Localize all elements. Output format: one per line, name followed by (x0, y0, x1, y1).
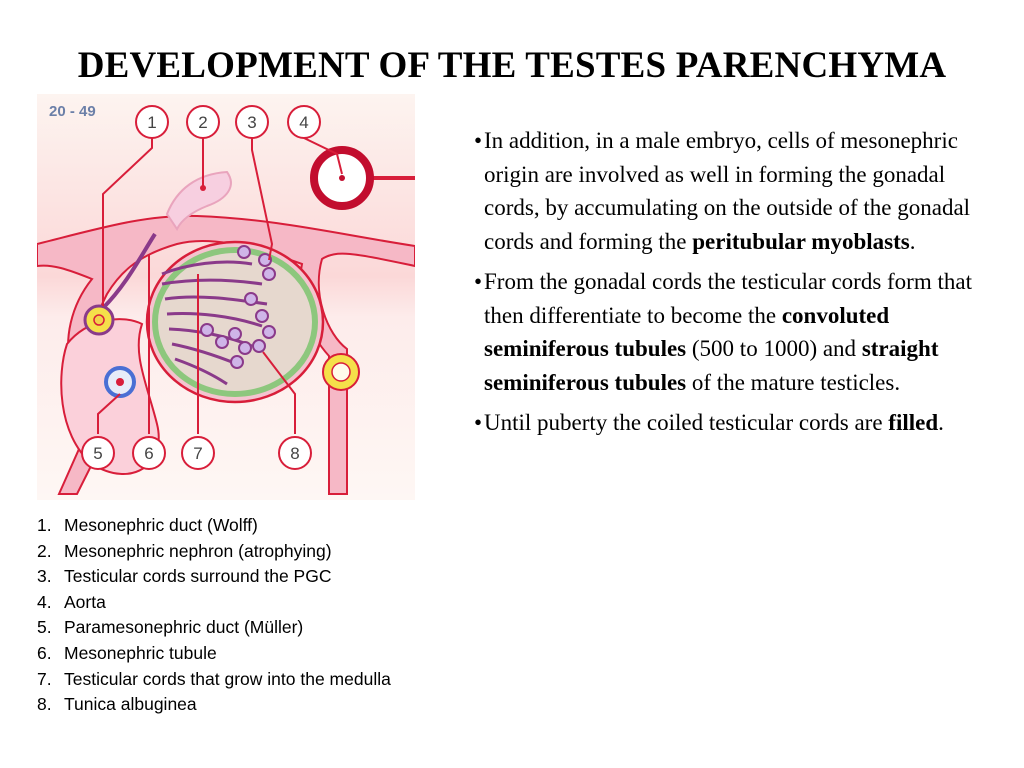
bullet-text: Until puberty the coiled testicular cords are (484, 410, 889, 435)
legend-number: 6. (37, 642, 52, 663)
legend-number: 4. (37, 591, 52, 612)
svg-text:7: 7 (193, 444, 203, 463)
bold-term: filled (888, 410, 939, 435)
legend-text: Testicular cords that grow into the medulla (64, 668, 391, 689)
figure-id-label: 20 - 49 (49, 103, 96, 120)
legend-text: Paramesonephric duct (Müller) (64, 617, 304, 638)
svg-text:3: 3 (247, 113, 257, 132)
bullet-text: In addition, in a male embryo, cells of mesonephric origin are involved as well in forming the gonadal cords, by accumulating on the outside of the gonadal cords and forming the (484, 128, 971, 254)
slide-title: DEVELOPMENT OF THE TESTES PARENCHYMA (77, 45, 947, 86)
legend-text: Mesonephric nephron (atrophying) (64, 540, 332, 561)
label-5 (82, 437, 114, 469)
svg-text:6: 6 (144, 444, 154, 463)
legend-text: Testicular cords surround the PGC (64, 566, 332, 587)
bullet-text: From the gonadal cords the testicular cords form that then differentiate to become the (484, 269, 972, 328)
bold-term: peritubular myoblasts (692, 228, 910, 254)
legend-text: Aorta (64, 591, 106, 612)
figure-legend (37, 515, 417, 720)
bullet-item-3 (474, 406, 994, 440)
paramesonephric-lumen (116, 378, 124, 386)
aorta-center (339, 175, 345, 181)
bullet-list (474, 124, 994, 447)
bullet-marker: • (474, 410, 483, 435)
svg-text:2: 2 (198, 113, 208, 132)
label-7 (182, 437, 214, 469)
bullet-text: (500 to 1000) and (686, 336, 862, 361)
duct-lumen (94, 315, 104, 325)
legend-number: 3. (37, 566, 52, 587)
testis-development-diagram (37, 94, 415, 500)
svg-text:4: 4 (299, 113, 309, 132)
svg-text:8: 8 (290, 444, 300, 463)
bullet-text: . (909, 228, 916, 254)
bullet-marker: • (474, 128, 483, 153)
bold-term: straight seminiferous tubules (484, 336, 939, 395)
legend-text: Tunica albuginea (64, 694, 197, 715)
bullet-item-1 (474, 124, 994, 258)
legend-text: Mesonephric duct (Wolff) (64, 515, 258, 535)
legend-number: 8. (37, 694, 52, 715)
svg-text:5: 5 (93, 444, 103, 463)
svg-text:1: 1 (147, 113, 157, 132)
label-3 (236, 106, 268, 138)
label-4 (288, 106, 320, 138)
label-1 (136, 106, 168, 138)
legend-item (37, 515, 417, 535)
legend-number: 2. (37, 540, 52, 561)
label-6 (133, 437, 165, 469)
diagram-svg (37, 94, 415, 500)
legend-item (37, 566, 417, 586)
legend-number: 7. (37, 668, 52, 689)
legend-item (37, 617, 417, 637)
bullet-marker: • (474, 269, 483, 294)
right-duct-lumen (332, 363, 350, 381)
legend-text: Mesonephric tubule (64, 642, 217, 663)
legend-item (37, 669, 417, 689)
legend-item (37, 643, 417, 663)
legend-item (37, 694, 417, 714)
bullet-item-2 (474, 265, 994, 399)
tunica-albuginea-ring (155, 250, 315, 394)
bullet-text: . (938, 410, 944, 435)
bullet-text: of the mature testicles. (686, 369, 901, 395)
bold-term: convoluted seminiferous tubules (484, 302, 890, 361)
label-2 (187, 106, 219, 138)
legend-item (37, 592, 417, 612)
legend-item (37, 541, 417, 561)
legend-number: 5. (37, 617, 52, 638)
legend-number: 1. (37, 515, 52, 535)
label-8 (279, 437, 311, 469)
